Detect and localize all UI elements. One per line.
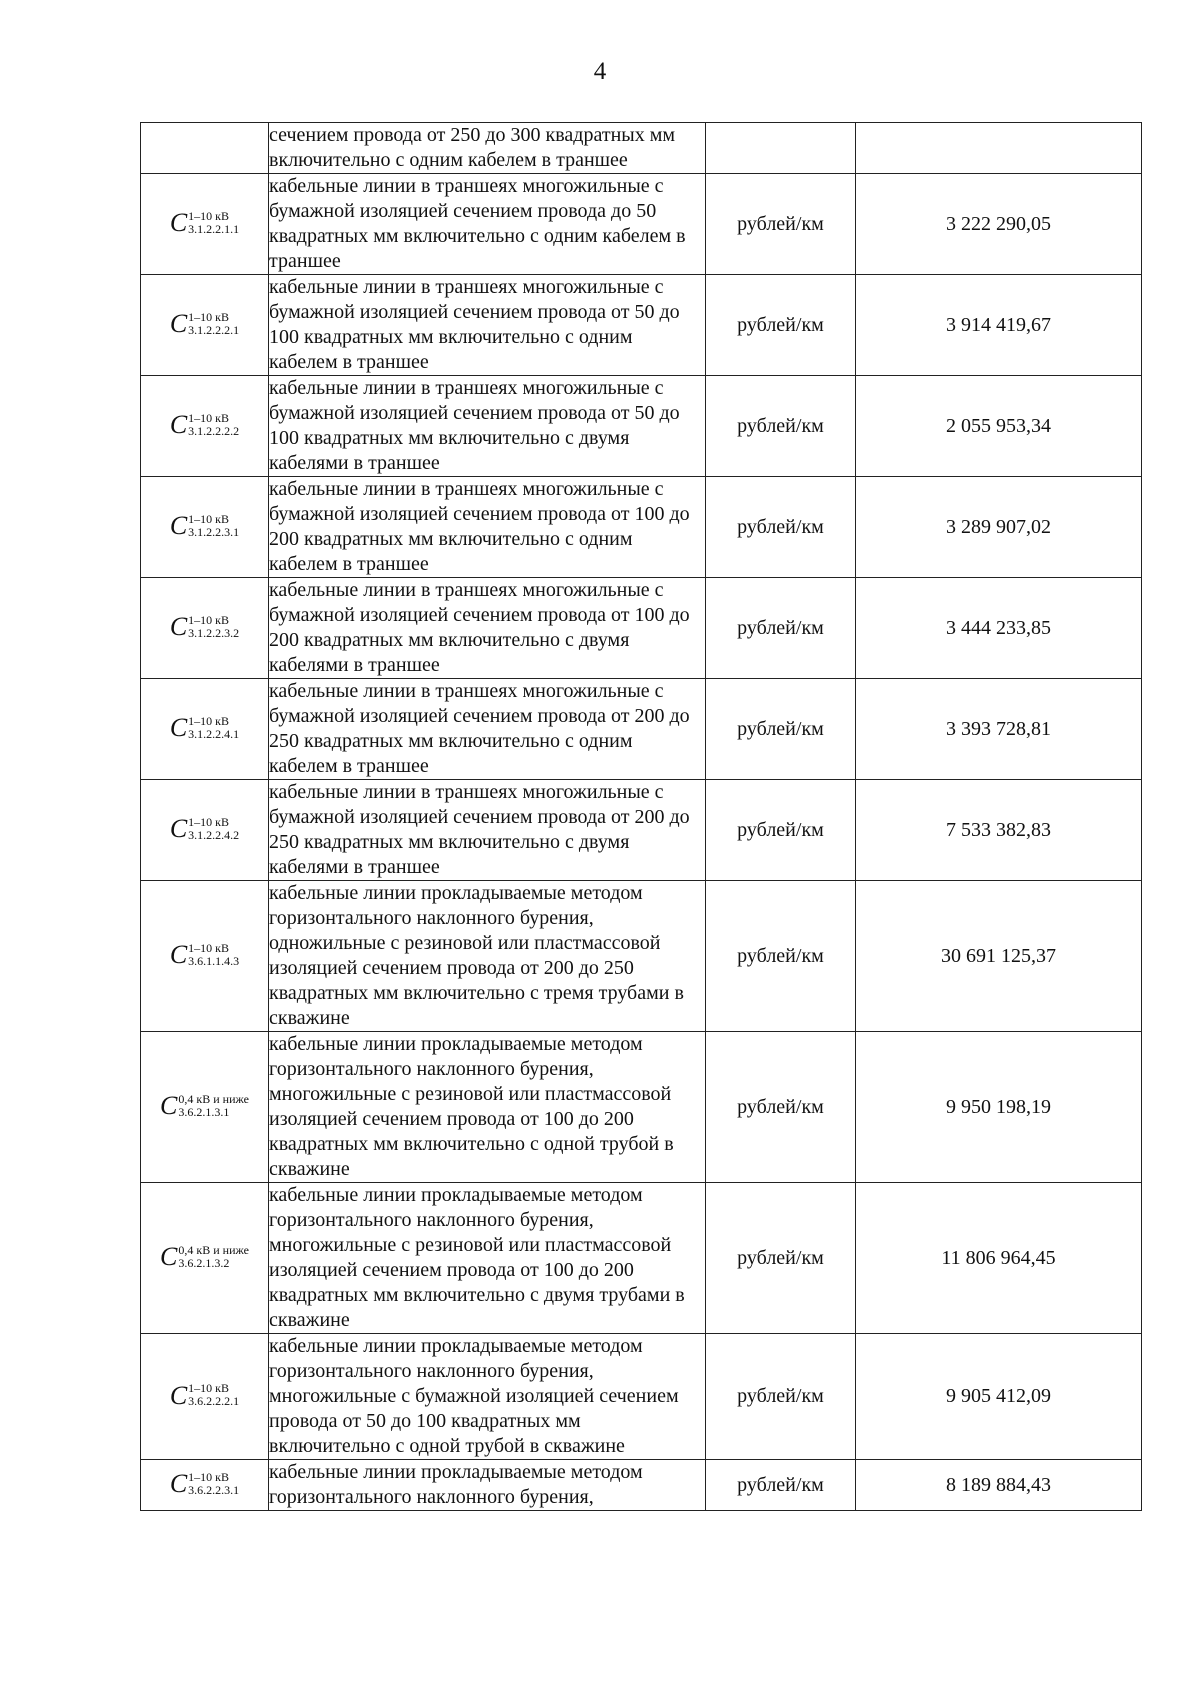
tariff-code bbox=[141, 780, 269, 881]
tariff-code-symbol: C bbox=[169, 309, 188, 339]
tariff-code-voltage: 1–10 кВ bbox=[188, 940, 230, 955]
tariff-unit bbox=[706, 123, 856, 174]
tariff-code bbox=[141, 123, 269, 174]
tariff-unit: рублей/км bbox=[706, 174, 856, 275]
tariff-price: 3 444 233,85 bbox=[856, 578, 1142, 679]
tariff-unit: рублей/км bbox=[706, 1183, 856, 1334]
tariff-description: кабельные линии в траншеях многожильные с бумажной изоляцией сечением провода от 50 до 100 квадратных мм включительно с одним кабелем в траншее bbox=[269, 275, 706, 376]
tariff-code-voltage: 1–10 кВ bbox=[188, 1469, 230, 1484]
tariff-code-voltage: 0,4 кВ и ниже bbox=[178, 1242, 249, 1257]
tariff-code bbox=[141, 1334, 269, 1460]
tariff-code-formula bbox=[170, 210, 239, 236]
tariff-code-formula bbox=[170, 412, 239, 438]
tariff-code-index: 3.1.2.2.4.1 bbox=[188, 726, 240, 741]
tariff-code bbox=[141, 477, 269, 578]
tariff-code bbox=[141, 881, 269, 1032]
tariff-code-symbol: C bbox=[169, 713, 188, 743]
table-row bbox=[141, 275, 1142, 376]
tariff-description: кабельные линии прокладываемые методом горизонтального наклонного бурения, многожильные с резиновой или пластмассовой изоляцией сечением провода от 100 до 200 квадратных мм включительно с одной трубой в скважине bbox=[269, 1032, 706, 1183]
tariff-unit: рублей/км bbox=[706, 477, 856, 578]
tariff-code-voltage: 1–10 кВ bbox=[188, 309, 230, 324]
tariff-price: 7 533 382,83 bbox=[856, 780, 1142, 881]
table-row bbox=[141, 1032, 1142, 1183]
tariff-code-index: 3.6.1.1.4.3 bbox=[188, 953, 240, 968]
tariff-unit: рублей/км bbox=[706, 780, 856, 881]
tariff-code-index: 3.6.2.2.3.1 bbox=[188, 1482, 240, 1497]
tariff-code-index: 3.6.2.2.2.1 bbox=[188, 1394, 240, 1409]
tariff-code-formula bbox=[170, 513, 239, 539]
tariff-code-symbol: C bbox=[169, 940, 188, 970]
tariff-unit: рублей/км bbox=[706, 1032, 856, 1183]
tariff-description: кабельные линии прокладываемые методом горизонтального наклонного бурения, bbox=[269, 1460, 706, 1511]
tariff-code-formula bbox=[160, 1093, 249, 1119]
tariff-description: кабельные линии в траншеях многожильные с бумажной изоляцией сечением провода от 100 до 200 квадратных мм включительно с двумя кабелями в траншее bbox=[269, 578, 706, 679]
tariff-price: 2 055 953,34 bbox=[856, 376, 1142, 477]
tariff-description: кабельные линии в траншеях многожильные с бумажной изоляцией сечением провода от 100 до 200 квадратных мм включительно с одним кабелем в траншее bbox=[269, 477, 706, 578]
tariff-code-index: 3.6.2.1.3.2 bbox=[178, 1255, 230, 1270]
tariff-price: 3 289 907,02 bbox=[856, 477, 1142, 578]
tariff-code-index: 3.1.2.2.2.1 bbox=[188, 322, 240, 337]
tariff-code-voltage: 1–10 кВ bbox=[188, 511, 230, 526]
tariff-description: кабельные линии прокладываемые методом горизонтального наклонного бурения, многожильные с резиновой или пластмассовой изоляцией сечением провода от 100 до 200 квадратных мм включительно с двумя трубами в скважине bbox=[269, 1183, 706, 1334]
table-row bbox=[141, 679, 1142, 780]
tariff-code-formula bbox=[170, 1382, 239, 1408]
table-row bbox=[141, 174, 1142, 275]
table-row bbox=[141, 1460, 1142, 1511]
table-row bbox=[141, 477, 1142, 578]
tariff-code bbox=[141, 174, 269, 275]
tariff-unit: рублей/км bbox=[706, 376, 856, 477]
tariff-code-formula bbox=[160, 1244, 249, 1270]
page-number: 4 bbox=[593, 58, 607, 85]
tariff-table-body bbox=[141, 123, 1142, 1511]
table-row bbox=[141, 578, 1142, 679]
tariff-code-formula bbox=[170, 1471, 239, 1497]
tariff-code-index: 3.1.2.2.1.1 bbox=[188, 221, 240, 236]
tariff-code-formula bbox=[170, 311, 239, 337]
tariff-description: кабельные линии в траншеях многожильные с бумажной изоляцией сечением провода от 50 до 100 квадратных мм включительно с двумя кабелями в траншее bbox=[269, 376, 706, 477]
tariff-description: кабельные линии прокладываемые методом горизонтального наклонного бурения, многожильные с бумажной изоляцией сечением провода от 50 до 100 квадратных мм включительно с одной трубой в скважине bbox=[269, 1334, 706, 1460]
tariff-code-symbol: C bbox=[160, 1091, 178, 1121]
tariff-unit: рублей/км bbox=[706, 679, 856, 780]
tariff-code-symbol: C bbox=[169, 612, 188, 642]
tariff-code bbox=[141, 1183, 269, 1334]
tariff-code-index: 3.1.2.2.3.1 bbox=[188, 524, 240, 539]
tariff-price: 9 905 412,09 bbox=[856, 1334, 1142, 1460]
tariff-code-index: 3.1.2.2.2.2 bbox=[188, 423, 240, 438]
tariff-code bbox=[141, 679, 269, 780]
tariff-code bbox=[141, 1460, 269, 1511]
tariff-code-formula bbox=[170, 614, 239, 640]
tariff-code bbox=[141, 376, 269, 477]
tariff-code-symbol: C bbox=[160, 1242, 178, 1272]
tariff-code-symbol: C bbox=[169, 208, 188, 238]
table-row bbox=[141, 376, 1142, 477]
tariff-code-index: 3.1.2.2.4.2 bbox=[188, 827, 240, 842]
tariff-code-voltage: 1–10 кВ bbox=[188, 410, 230, 425]
tariff-description: кабельные линии в траншеях многожильные с бумажной изоляцией сечением провода от 200 до 250 квадратных мм включительно с одним кабелем в траншее bbox=[269, 679, 706, 780]
tariff-code-voltage: 1–10 кВ bbox=[188, 1381, 230, 1396]
tariff-unit: рублей/км bbox=[706, 1334, 856, 1460]
tariff-code bbox=[141, 275, 269, 376]
tariff-code-symbol: C bbox=[169, 1380, 188, 1410]
tariff-code-formula bbox=[170, 715, 239, 741]
tariff-code-voltage: 0,4 кВ и ниже bbox=[178, 1091, 249, 1106]
table-row bbox=[141, 123, 1142, 174]
tariff-price bbox=[856, 123, 1142, 174]
tariff-code-symbol: C bbox=[169, 814, 188, 844]
tariff-price: 30 691 125,37 bbox=[856, 881, 1142, 1032]
tariff-description: кабельные линии в траншеях многожильные с бумажной изоляцией сечением провода до 50 квадратных мм включительно с одним кабелем в траншее bbox=[269, 174, 706, 275]
tariff-price: 9 950 198,19 bbox=[856, 1032, 1142, 1183]
tariff-unit: рублей/км bbox=[706, 1460, 856, 1511]
tariff-description: кабельные линии в траншеях многожильные с бумажной изоляцией сечением провода от 200 до 250 квадратных мм включительно с двумя кабелями в траншее bbox=[269, 780, 706, 881]
tariff-code bbox=[141, 578, 269, 679]
tariff-code-symbol: C bbox=[169, 511, 188, 541]
tariff-code-symbol: C bbox=[169, 1469, 188, 1499]
tariff-price: 11 806 964,45 bbox=[856, 1183, 1142, 1334]
tariff-price: 3 393 728,81 bbox=[856, 679, 1142, 780]
table-row bbox=[141, 1334, 1142, 1460]
tariff-code-voltage: 1–10 кВ bbox=[188, 612, 230, 627]
tariff-code-voltage: 1–10 кВ bbox=[188, 713, 230, 728]
tariff-unit: рублей/км bbox=[706, 275, 856, 376]
tariff-code-index: 3.6.2.1.3.1 bbox=[178, 1104, 230, 1119]
tariff-code-voltage: 1–10 кВ bbox=[188, 208, 230, 223]
tariff-code-index: 3.1.2.2.3.2 bbox=[188, 625, 240, 640]
tariff-code-formula bbox=[170, 816, 239, 842]
tariff-price: 3 222 290,05 bbox=[856, 174, 1142, 275]
tariff-code-voltage: 1–10 кВ bbox=[188, 814, 230, 829]
tariff-unit: рублей/км bbox=[706, 881, 856, 1032]
tariff-unit: рублей/км bbox=[706, 578, 856, 679]
table-row bbox=[141, 881, 1142, 1032]
table-row bbox=[141, 780, 1142, 881]
tariff-code-symbol: C bbox=[169, 410, 188, 440]
tariff-price: 3 914 419,67 bbox=[856, 275, 1142, 376]
tariff-description: сечением провода от 250 до 300 квадратных мм включительно с одним кабелем в траншее bbox=[269, 123, 706, 174]
tariff-table bbox=[140, 122, 1142, 1511]
tariff-price: 8 189 884,43 bbox=[856, 1460, 1142, 1511]
tariff-description: кабельные линии прокладываемые методом горизонтального наклонного бурения, одножильные с резиновой или пластмассовой изоляцией сечением провода от 200 до 250 квадратных мм включительно с тремя трубами в скважине bbox=[269, 881, 706, 1032]
tariff-code-formula bbox=[170, 942, 239, 968]
table-row bbox=[141, 1183, 1142, 1334]
tariff-code bbox=[141, 1032, 269, 1183]
